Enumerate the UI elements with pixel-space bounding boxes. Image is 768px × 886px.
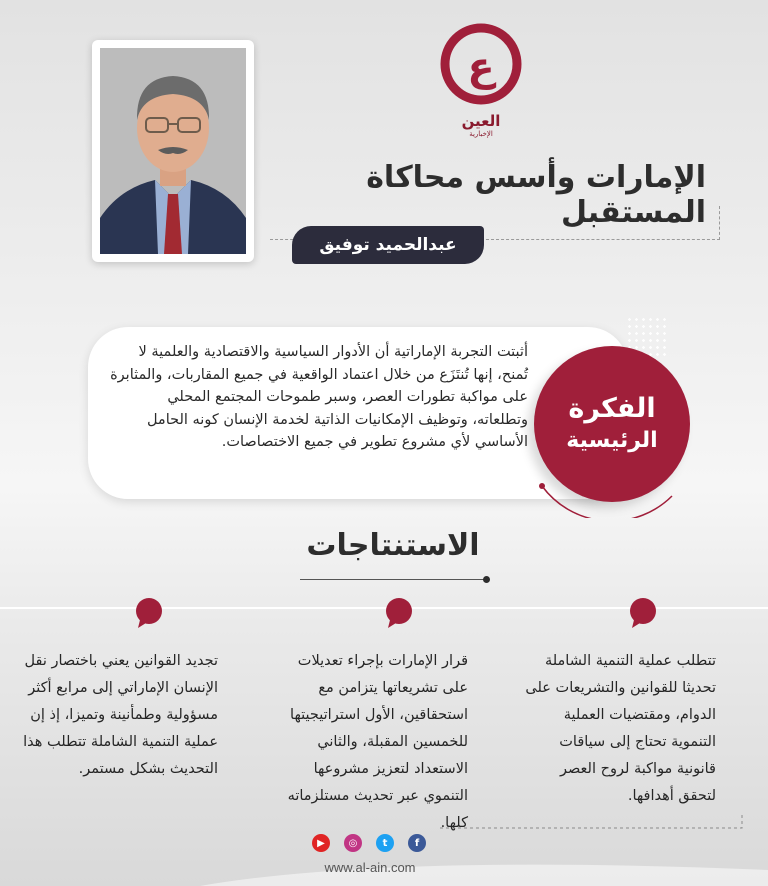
conclusion-item-3: تجديد القوانين يعني باختصار نقل الإنسان الإماراتي إلى مرابع أكثر مسؤولية وطمأنينة وتميزا، إذ إن عملية التنمية الشاملة تتطلب هذا التحديث بشكل مستمر. bbox=[23, 653, 218, 777]
youtube-icon[interactable]: ▶ bbox=[312, 834, 330, 852]
website-link[interactable]: www.al-ain.com bbox=[324, 860, 416, 875]
main-idea-text: أثبتت التجربة الإماراتية أن الأدوار السياسية والاقتصادية والعلمية لا تُمنح، إنها تُنتَزَع من خلال اعتماد الواقعية في جميع المقاربات، والمثابرة على مواكبة تطورات العصر، وسبر طموحات المجتمع المحلي وتطلعاته، وتوظيف الإمكانيات الذاتية لخدمة الإنسان كونه الحامل الأساسي لأي مشروع تطوير في جميع الاختصاصات. bbox=[110, 344, 528, 450]
al-ain-logo bbox=[440, 18, 522, 138]
main-idea-label-2: الرئيسية bbox=[566, 428, 658, 453]
logo-name: العين bbox=[461, 112, 501, 130]
instagram-icon[interactable]: ◎ bbox=[344, 834, 362, 852]
twitter-icon[interactable]: t bbox=[376, 834, 394, 852]
speech-bubble-icon bbox=[626, 596, 660, 630]
conclusion-item-1: تتطلب عملية التنمية الشاملة تحديثا للقوانين والتشريعات على الدوام، ومقتضيات العملية التنموية تحتاج إلى سياقات قانونية مواكبة لروح العصر لتحقق أهدافها. bbox=[525, 653, 716, 804]
author-photo bbox=[100, 48, 246, 254]
facebook-icon[interactable]: f bbox=[408, 834, 426, 852]
social-links bbox=[312, 834, 426, 854]
conclusions-title: الاستنتاجات bbox=[306, 528, 480, 563]
logo-emblem-icon bbox=[440, 18, 522, 112]
main-idea-label-1: الفكرة bbox=[568, 393, 656, 424]
speech-bubble-icon bbox=[132, 596, 166, 630]
main-idea-badge bbox=[534, 346, 690, 502]
conclusion-item-2: قرار الإمارات بإجراء تعديلات على تشريعاتها يتزامن مع استحقاقين، الأول استراتيجيتها للخمسين المقبلة، والثاني الاستعداد لتعزيز مشروعها التنموي عبر تحديث مستلزماته كلها. bbox=[287, 653, 468, 831]
article-title: الإمارات وأسس محاكاة المستقبل bbox=[366, 160, 706, 230]
author-name-badge: عبدالحميد توفيق bbox=[292, 226, 484, 264]
author-photo-frame bbox=[92, 40, 254, 262]
author-portrait bbox=[100, 48, 246, 254]
logo-letter: ع bbox=[467, 44, 495, 90]
speech-bubble-icon bbox=[382, 596, 416, 630]
conclusions-underline bbox=[300, 572, 486, 580]
logo-tagline: الإخبارية bbox=[469, 130, 493, 138]
